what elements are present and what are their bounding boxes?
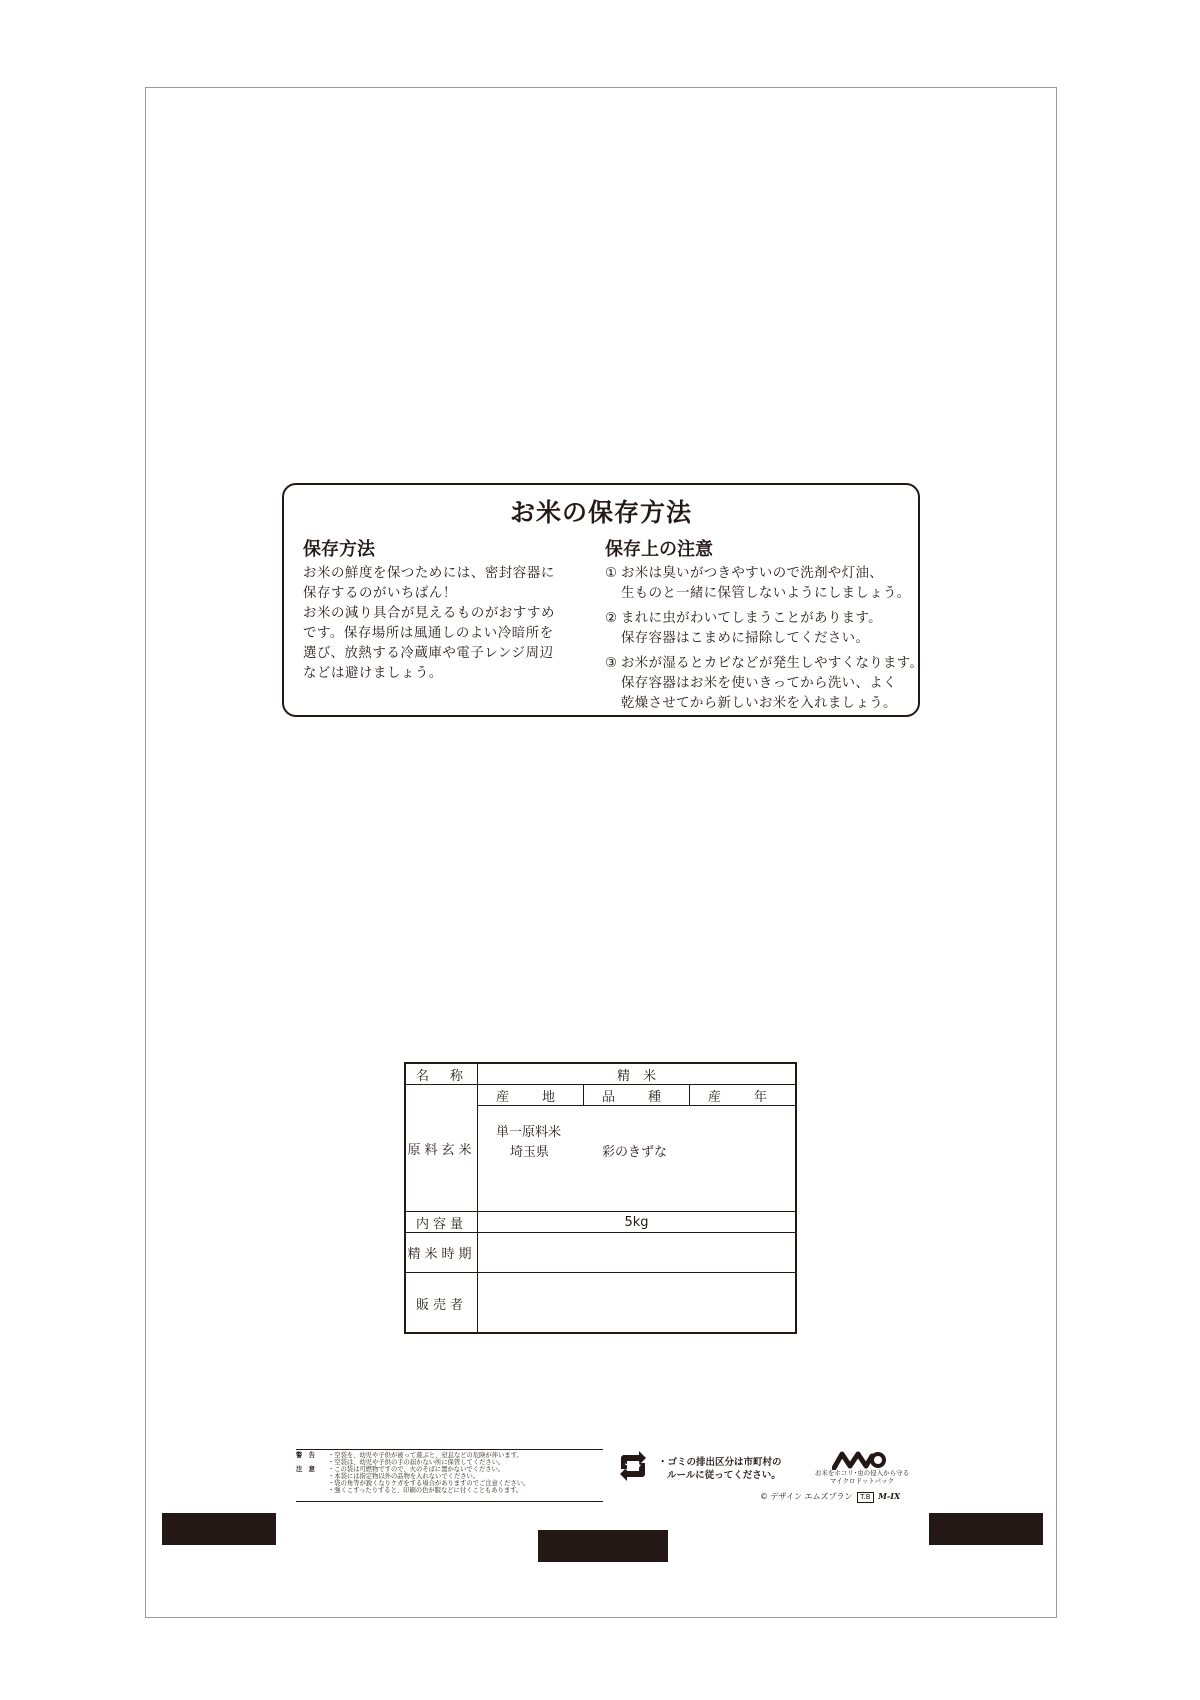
warning-line: ・本袋には指定物以外の品物を入れないでください。 — [328, 1473, 480, 1480]
warning-lines — [328, 1452, 529, 1494]
disposal-line: ルールに従ってください。 — [667, 1470, 781, 1481]
text-line: お米が湿るとカビなどが発生しやすくなります。 — [621, 656, 924, 671]
text-line: まれに虫がわいてしまうことがあります。 — [621, 611, 882, 626]
label-head: 内容量 — [406, 1212, 478, 1232]
origin-prefecture: 埼玉県 — [510, 1145, 550, 1160]
brand-caption — [812, 1469, 912, 1485]
warning-box — [296, 1449, 603, 1502]
label-head: 原料玄米 — [406, 1085, 478, 1211]
text-line: 乾燥させてから新しいお米を入れましょう。 — [621, 696, 897, 711]
mx-mark: M-IX — [878, 1491, 901, 1501]
origin-col-header: 品 種 — [584, 1085, 690, 1105]
brand-caption-line: マイクロドットパック — [829, 1477, 895, 1485]
origin-variety: 彩のきずな — [602, 1145, 668, 1160]
storage-title: お米の保存方法 — [509, 498, 692, 527]
label-head: 名 称 — [406, 1064, 478, 1084]
bag-outline — [145, 87, 1057, 1618]
microdot-pack-logo-icon — [832, 1450, 886, 1470]
copyright-text: © デザイン エムズプラン — [760, 1492, 853, 1501]
label-row-content — [406, 1212, 795, 1233]
warning-line: ・空袋は、幼児や子供の手の届かない所に保管してください。 — [328, 1459, 505, 1466]
storage-caution-list — [605, 564, 924, 719]
text-line: 保存するのがいちばん！ — [303, 586, 457, 601]
caution-number: ① — [605, 566, 618, 581]
origin-subheader — [478, 1085, 795, 1106]
text-line: お米の鮮度を保つためには、密封容器に — [303, 566, 555, 581]
copyright — [760, 1491, 900, 1503]
plastic-recycle-icon — [615, 1449, 651, 1483]
label-head: 精米時期 — [406, 1233, 478, 1272]
storage-instructions-box — [282, 483, 924, 717]
label-row-seller — [406, 1273, 795, 1334]
storage-method-text — [303, 564, 593, 684]
label-row-name — [406, 1064, 795, 1085]
caution-number: ③ — [605, 656, 618, 671]
brand-caption-line: お米をホコリ･虫の侵入から守る — [814, 1469, 910, 1477]
caution-item — [605, 654, 924, 714]
registration-block-left — [162, 1513, 276, 1545]
registration-block-center — [538, 1530, 668, 1562]
disposal-line: ・ゴミの排出区分は市町村の — [658, 1457, 782, 1468]
recycle-mark-text: プラ — [623, 1462, 643, 1473]
warning-line: ・空袋を、幼児や子供が被って遊ぶと、窒息などの危険が伴います。 — [328, 1452, 523, 1459]
storage-caution-title: 保存上の注意 — [605, 539, 713, 560]
registration-block-right — [929, 1513, 1043, 1545]
warning-line: ・袋の角等が鋭くなりケガをする場合がありますのでご注意ください。 — [328, 1480, 530, 1487]
label-value: 精 米 — [616, 1068, 656, 1084]
print-code: T.B — [857, 1492, 873, 1503]
storage-method-title: 保存方法 — [303, 539, 375, 560]
warning-label: 警 告 — [296, 1452, 315, 1459]
caution-label: 注 意 — [296, 1466, 315, 1473]
product-label-table — [404, 1062, 797, 1334]
label-head: 販売者 — [406, 1273, 478, 1334]
origin-type: 単一原料米 — [496, 1125, 562, 1140]
text-line: 保存容器はこまめに掃除してください。 — [621, 631, 870, 646]
label-value: 5kg — [624, 1214, 649, 1230]
text-line: お米は臭いがつきやすいので洗剤や灯油、 — [621, 566, 884, 581]
caution-number: ② — [605, 611, 618, 626]
text-line: 生ものと一緒に保管しないようにしましょう。 — [621, 586, 911, 601]
caution-item — [605, 564, 915, 604]
label-row-date — [406, 1233, 795, 1273]
text-line: などは避けましょう。 — [303, 666, 443, 681]
text-line: 選び、放熱する冷蔵庫や電子レンジ周辺 — [303, 646, 554, 661]
warning-line: ・強くこすったりすると、印刷の色が服などに付くこともあります。 — [328, 1487, 523, 1494]
text-line: 保存容器はお米を使いきってから洗い、よく — [621, 676, 897, 691]
warning-line: ・この袋は可燃物ですので、火のそばに置かないでください。 — [328, 1466, 505, 1473]
origin-col-header: 産 地 — [478, 1085, 584, 1105]
text-line: です。保存場所は風通しのよい冷暗所を — [303, 626, 554, 641]
origin-col-header: 産 年 — [707, 1089, 777, 1105]
text-line: お米の減り具合が見えるものがおすすめ — [303, 606, 555, 621]
label-row-origin — [406, 1085, 795, 1212]
disposal-note — [658, 1456, 782, 1482]
caution-item — [605, 609, 915, 649]
